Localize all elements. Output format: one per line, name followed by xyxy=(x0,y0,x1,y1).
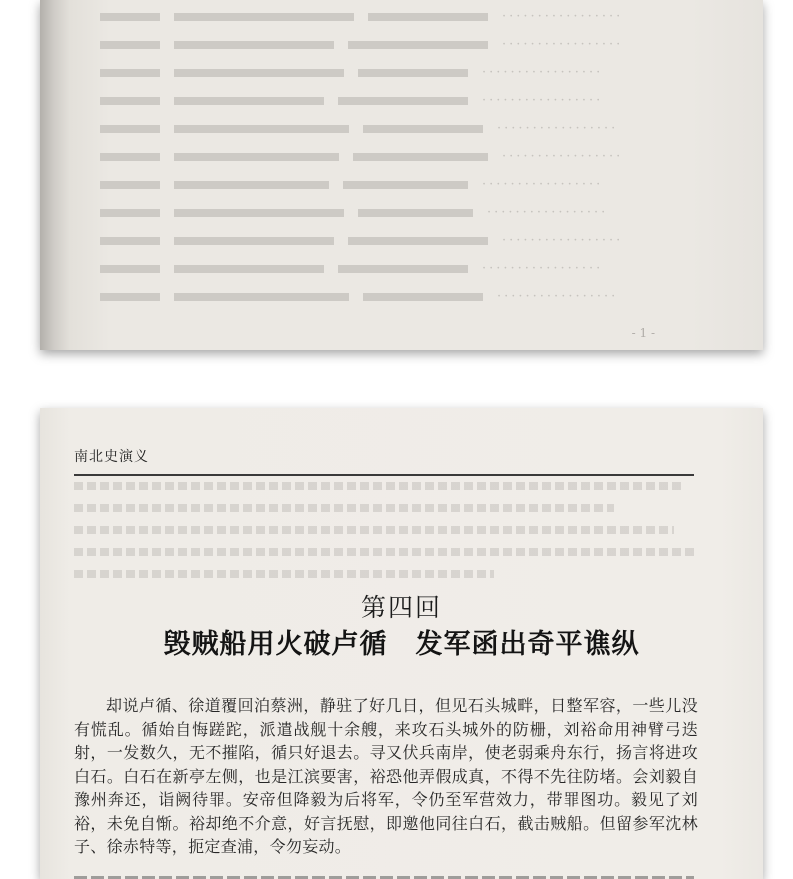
body-paragraph: 却说卢循、徐道覆回泊蔡洲，静驻了好几日，但见石头城畔，日整军容，一些儿没有慌乱。循始自悔蹉跎，派遣战舰十余艘，来攻石头城外的防栅，刘裕命用神臂弓迭射，一发数久，无不摧陷，循只好退去。寻又伏兵南岸，使老弱乘舟东行，扬言将进攻白石。白石在新亭左侧，也是江滨要害，裕恐他弄假成真，不得不先往防堵。会刘毅自豫州奔还，诣阙待罪。安帝但降毅为后将军，令仍至军营效力，带罪图功。毅见了刘裕，未免自惭。裕却绝不介意，好言抚慰，即邀他同往白石，截击贼船。但留参军沈林子、徐赤特等，扼定查浦，令勿妄动。 xyxy=(74,696,698,856)
faded-toc-line: ················· xyxy=(100,178,700,192)
faded-toc-line: ················· xyxy=(100,38,700,52)
faded-toc-line: ················· xyxy=(100,234,700,248)
faded-toc-line: ················· xyxy=(100,122,700,136)
faded-toc-line: ················· xyxy=(100,206,700,220)
bleed-through-text xyxy=(74,482,714,592)
chapter-page xyxy=(40,408,763,879)
faded-toc-line: ················· xyxy=(100,150,700,164)
faded-toc-line: ················· xyxy=(100,94,700,108)
previous-page xyxy=(40,0,763,350)
faded-toc-line: ················· xyxy=(100,10,700,24)
faded-toc-line: ················· xyxy=(100,262,700,276)
chapter-title: 毁贼船用火破卢循 发军函出奇平谯纵 xyxy=(163,629,640,660)
page-number: - 1 - xyxy=(631,326,655,340)
book-title: 南北史演义 xyxy=(74,449,149,465)
chapter-number: 第四回 xyxy=(360,593,442,622)
faded-toc-line: ················· xyxy=(100,290,700,304)
running-header xyxy=(74,446,694,476)
faded-toc-line: ················· xyxy=(100,66,700,80)
